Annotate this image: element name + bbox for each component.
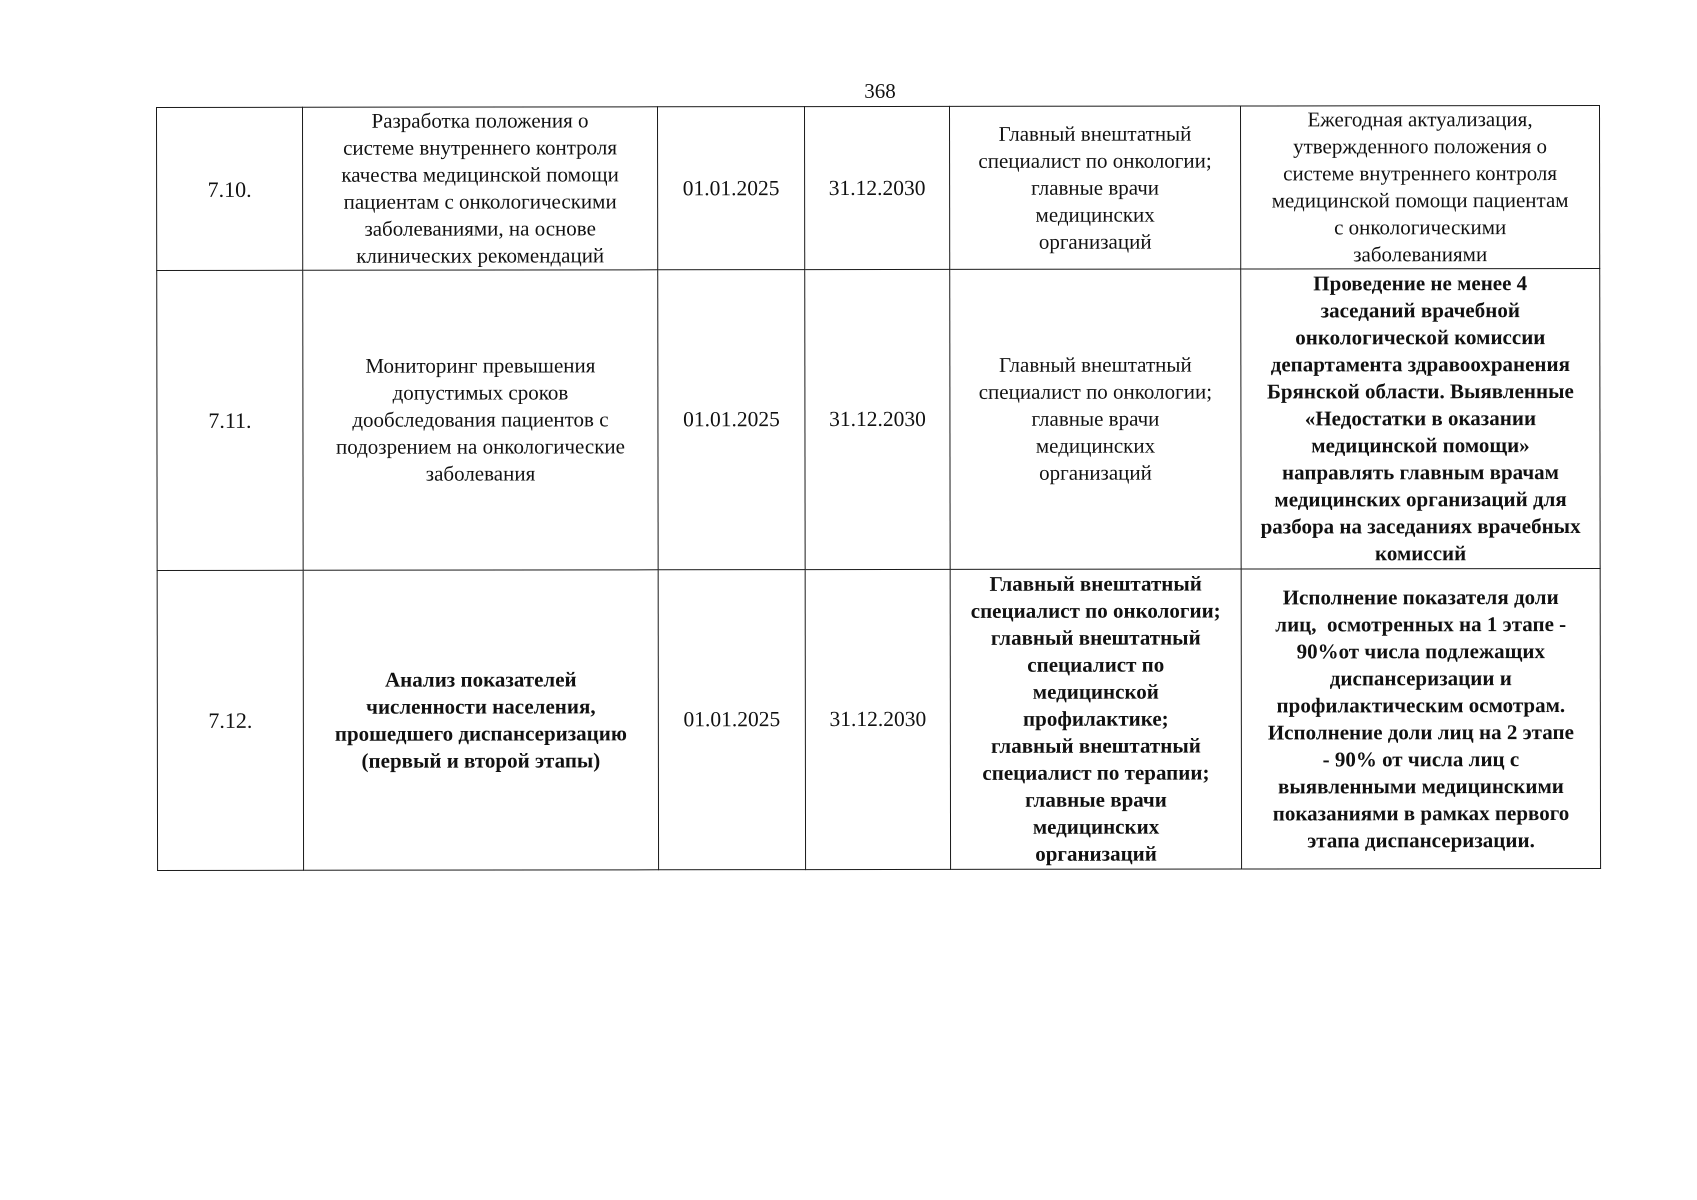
result-line: медицинских организаций для [1274, 487, 1567, 512]
result-line: - 90% от числа лиц с [1322, 746, 1520, 771]
result-line: выявленными медицинскими [1278, 773, 1564, 798]
result-line: лиц, осмотренных на 1 этапе - [1275, 611, 1567, 636]
result-line: онкологической комиссии [1295, 325, 1546, 350]
activity-line: пациентам с онкологическими [343, 189, 617, 214]
responsible-line: главный внештатный [990, 625, 1201, 650]
activity-line: подозрением на онкологические [335, 434, 625, 459]
start-date: 01.01.2025 [658, 270, 805, 570]
responsible-cell [950, 269, 1241, 569]
result-line: Ежегодная актуализация, [1307, 107, 1533, 132]
table-row [157, 568, 1600, 870]
activity-line: (первый и второй этапы) [361, 747, 601, 773]
activity-line: Разработка положения о [371, 108, 589, 133]
activity-cell [303, 570, 658, 870]
responsible-cell [949, 106, 1240, 269]
table-row [157, 105, 1600, 270]
result-line: департамента здравоохранения [1270, 352, 1571, 377]
responsible-line: Главный внештатный [998, 121, 1192, 146]
responsible-line: Главный внештатный [998, 352, 1192, 377]
activity-cell [303, 270, 658, 570]
responsible-line: главный внештатный [990, 733, 1201, 758]
responsible-line: организаций [1038, 229, 1152, 254]
responsible-line: профилактике; [1023, 706, 1169, 731]
result-cell [1241, 268, 1600, 569]
responsible-line: Главный внештатный [989, 571, 1202, 596]
activity-line: прошедшего диспансеризацию [334, 720, 627, 746]
start-date: 01.01.2025 [658, 570, 805, 870]
activities-table [156, 105, 1601, 871]
result-line: Проведение не менее 4 [1313, 271, 1528, 296]
responsible-cell [950, 569, 1241, 869]
responsible-line: организаций [1039, 460, 1152, 485]
result-line: комиссий [1375, 541, 1467, 566]
result-line: «Недостатки в оказании [1304, 406, 1537, 431]
page-number: 368 [864, 79, 896, 103]
activity-cell [303, 107, 658, 270]
result-line: заседаний врачебной [1320, 298, 1520, 323]
responsible-line: медицинских [1032, 814, 1160, 839]
result-line: заболеваниями [1353, 242, 1488, 267]
responsible-line: специалист по онкологии; [978, 148, 1212, 173]
responsible-line: медицинских [1035, 202, 1155, 227]
result-line: Брянской области. Выявленные [1266, 379, 1574, 404]
activity-line: клинических рекомендаций [356, 243, 605, 268]
activity-line: заболевания [425, 461, 536, 486]
activity-line: допустимых сроков [392, 380, 569, 405]
end-date: 31.12.2030 [805, 569, 950, 869]
result-line: профилактическим осмотрам. [1276, 692, 1566, 717]
result-line: диспансеризации и [1329, 665, 1512, 690]
responsible-line: специалист по [1027, 652, 1165, 677]
item-number: 7.11. [157, 270, 303, 570]
result-line: системе внутреннего контроля [1283, 161, 1558, 186]
activity-line: Мониторинг превышения [365, 353, 596, 378]
result-line: Исполнение показателя доли [1282, 584, 1559, 609]
activity-line: дообследования пациентов с [352, 407, 609, 432]
responsible-line: главные врачи [1031, 406, 1160, 431]
result-line: 90%от числа подлежащих [1296, 638, 1545, 663]
responsible-line: специалист по онкологии; [970, 598, 1221, 623]
table-row [157, 268, 1600, 570]
result-cell [1241, 568, 1600, 869]
item-number: 7.12. [157, 570, 303, 870]
responsible-line: медицинских [1035, 433, 1156, 458]
result-line: утвержденного положения о [1293, 134, 1548, 159]
activity-line: системе внутреннего контроля [343, 135, 618, 160]
start-date: 01.01.2025 [658, 107, 805, 270]
result-line: Исполнение доли лиц на 2 этапе [1267, 719, 1574, 744]
result-line: показаниями в рамках первого [1272, 800, 1570, 825]
result-line: разбора на заседаниях врачебных [1260, 514, 1581, 539]
responsible-line: главные врачи [1031, 175, 1160, 200]
activity-line: численности населения, [366, 693, 596, 719]
responsible-line: специалист по онкологии; [978, 379, 1213, 404]
result-line: направлять главным врачам [1282, 460, 1559, 485]
result-cell [1240, 105, 1599, 269]
responsible-line: специалист по терапии; [982, 760, 1210, 785]
responsible-line: медицинской [1032, 679, 1159, 704]
responsible-line: организаций [1035, 841, 1157, 866]
end-date: 31.12.2030 [805, 269, 950, 569]
responsible-line: главные врачи [1025, 787, 1167, 812]
item-number: 7.10. [157, 107, 303, 270]
activity-line: качества медицинской помощи [341, 162, 619, 187]
activity-line: Анализ показателей [384, 666, 577, 692]
result-line: этапа диспансеризации. [1307, 827, 1535, 852]
result-line: медицинской помощи пациентам [1271, 188, 1569, 213]
result-line: с онкологическими [1334, 215, 1507, 240]
activity-line: заболеваниями, на основе [364, 216, 596, 241]
result-line: медицинской помощи» [1311, 433, 1530, 458]
end-date: 31.12.2030 [805, 106, 950, 269]
